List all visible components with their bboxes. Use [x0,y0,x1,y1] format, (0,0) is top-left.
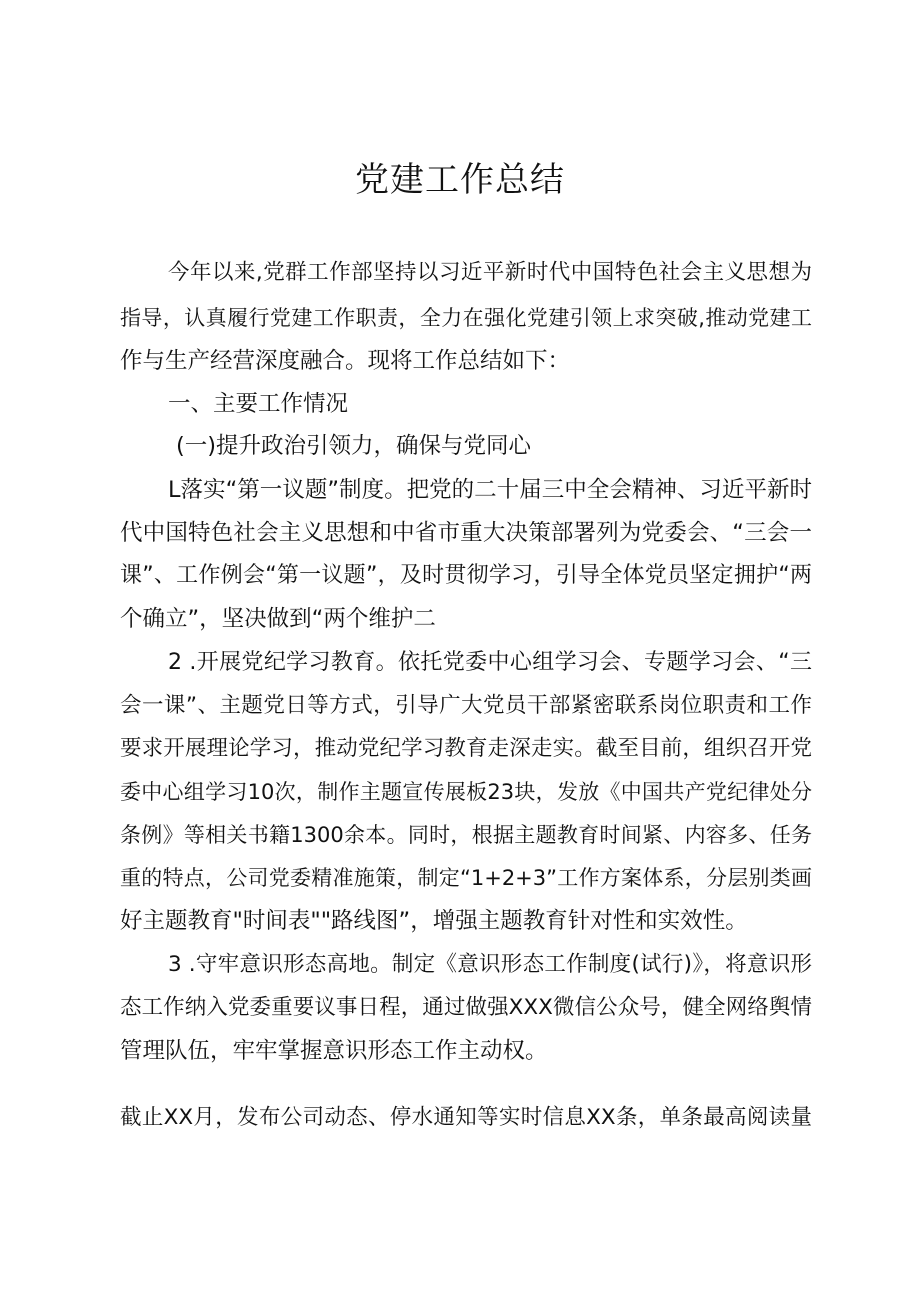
paragraph-line: 作与生产经营深度融合。现将工作总结如下： [120,348,571,374]
paragraph-line: 3 .守牢意识形态高地。制定《意识形态工作制度(试行)》，将意识形 [168,952,812,977]
paragraph-line: 截止XX月，发布公司动态、停水通知等实时信息XX条，单条最高阅读量 [120,1105,812,1130]
paragraph-line: 好主题教育"时间表""路线图”，增强主题教育针对性和实效性。 [120,908,748,934]
paragraph-line: 代中国特色社会主义思想和中省市重大决策部署列为党委会、“三会一 [120,520,812,546]
paragraph-line: 课”、工作例会“第一议题”，及时贯彻学习，引导全体党员坚定拥护“两 [120,563,812,588]
paragraph-line: 要求开展理论学习，推动党纪学习教育走深走实。截至目前，组织召开党 [120,736,812,761]
paragraph-line: 委中心组学习10次，制作主题宣传展板23块，发放《中国共产党纪律处分 [120,780,812,804]
paragraph-line: 今年以来,党群工作部坚持以习近平新时代中国特色社会主义思想为 [168,260,812,285]
paragraph-line: 指导，认真履行党建工作职责，全力在强化党建引领上求突破,推动党建工 [120,306,812,330]
section-heading: 一、主要工作情况 [168,391,349,417]
document-title: 党建工作总结 [355,160,565,200]
paragraph-line: 会一课”、主题党日等方式，引导广大党员干部紧密联系岗位职责和工作 [120,693,812,718]
paragraph-line: L落实“第一议题”制度。把党的二十届三中全会精神、习近平新时 [168,477,812,503]
paragraph-line: 管理队伍，牢牢掌握意识形态工作主动权。 [120,1038,548,1064]
paragraph-line: 态工作纳入党委重要议事日程，通过做强XXX微信公众号，健全网络舆情 [120,995,812,1020]
paragraph-line: 重的特点，公司党委精准施策，制定“1+2+3”工作方案体系，分层别类画 [120,866,812,890]
subsection-heading: (一)提升政治引领力，确保与党同心 [176,433,532,459]
paragraph-line: 个确立”，坚决做到“两个维护二 [120,606,436,632]
paragraph-line: 2 .开展党纪学习教育。依托党委中心组学习会、专题学习会、“三 [168,650,812,675]
paragraph-line: 条例》等相关书籍1300余本。同时，根据主题教育时间紧、内容多、任务 [120,823,812,847]
